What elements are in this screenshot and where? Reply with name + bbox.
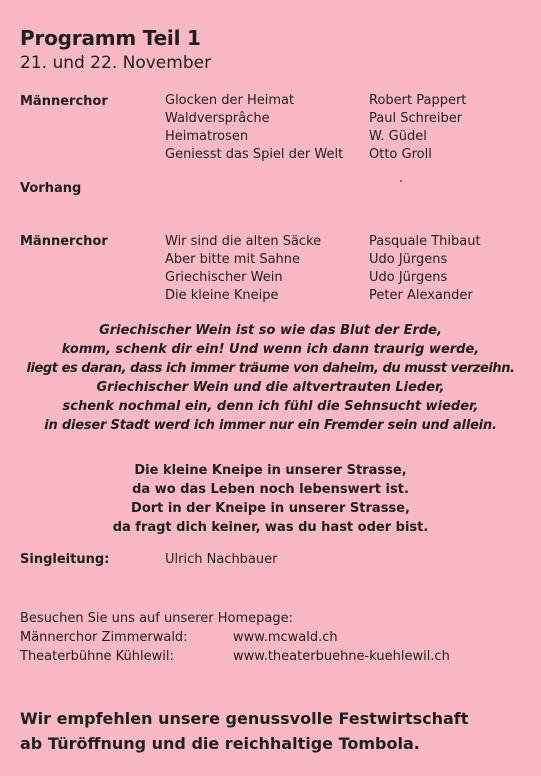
lyric-line: Griechischer Wein und die altvertrauten Lieder, <box>96 380 445 395</box>
dot-mark <box>400 180 402 182</box>
homepage-link[interactable]: www.mcwald.ch <box>233 630 338 645</box>
lyrics-griechischer-wein <box>0 321 541 435</box>
song-item: Wir sind die alten Säcke <box>165 234 322 249</box>
lyric-line: in dieser Stadt werd ich immer nur ein Fremder sein und allein. <box>44 418 497 433</box>
song-item: Heimatrosen <box>165 129 249 144</box>
homepage-section <box>20 609 450 666</box>
footer-line: Wir empfehlen unsere genussvolle Festwirtschaft <box>20 709 469 728</box>
footer-recommendation <box>20 706 468 756</box>
homepage-row <box>20 628 450 647</box>
singleitung-label: Singleitung: <box>20 552 110 567</box>
lyric-line: schenk nochmal ein, denn ich fühl die Sehnsucht wieder, <box>62 399 479 414</box>
song-item: Waldversprâche <box>165 111 270 126</box>
composer-item: Otto Groll <box>369 147 432 162</box>
homepage-org-name: Männerchor Zimmerwald: <box>20 630 188 645</box>
composer-item: Pasquale Thibaut <box>369 234 481 249</box>
lyric-line: liegt es daran, dass ich immer träume von daheim, du musst verzeihn. <box>26 361 515 376</box>
song-item: Glocken der Heimat <box>165 93 295 108</box>
program-date: 21. und 22. November <box>20 53 212 73</box>
composer-item: W. Güdel <box>369 129 427 144</box>
song-item: Aber bitte mit Sahne <box>165 252 301 267</box>
homepage-intro: Besuchen Sie uns auf unserer Homepage: <box>20 611 293 626</box>
singleitung-name: Ulrich Nachbauer <box>165 552 278 567</box>
song-item: Geniesst das Spiel der Welt <box>165 147 344 162</box>
song-item: Die kleine Kneipe <box>165 288 279 303</box>
composer-item: Peter Alexander <box>369 288 473 303</box>
footer-line: ab Türöffnung und die reichhaltige Tombola. <box>20 734 420 753</box>
program-title: Programm Teil 1 <box>20 26 201 50</box>
lyric-line: Dort in der Kneipe in unserer Strasse, <box>131 501 410 516</box>
homepage-row <box>20 647 450 666</box>
lyric-line: Griechischer Wein ist so wie das Blut der Erde, <box>99 323 442 338</box>
composer-item: Paul Schreiber <box>369 111 463 126</box>
section-label-maennerchor-1: Männerchor <box>20 94 108 109</box>
section-label-maennerchor-2: Männerchor <box>20 234 108 249</box>
lyric-line: da fragt dich keiner, was du hast oder bist. <box>112 520 429 535</box>
composer-item: Udo Jürgens <box>369 252 448 267</box>
homepage-org-name: Theaterbühne Kühlewil: <box>20 649 174 664</box>
section-label-vorhang: Vorhang <box>20 181 82 196</box>
composer-item: Robert Pappert <box>369 93 467 108</box>
composer-list-1 <box>369 92 466 164</box>
lyric-line: komm, schenk dir ein! Und wenn ich dann traurig werde, <box>61 342 480 357</box>
composer-item: Udo Jürgens <box>369 270 448 285</box>
song-list-1 <box>165 92 343 164</box>
song-item: Griechischer Wein <box>165 270 283 285</box>
lyrics-kleine-kneipe <box>0 461 541 537</box>
homepage-link[interactable]: www.theaterbuehne-kuehlewil.ch <box>233 649 450 664</box>
composer-list-2 <box>369 233 481 305</box>
song-list-2 <box>165 233 321 305</box>
lyric-line: da wo das Leben noch lebenswert ist. <box>132 482 409 497</box>
lyric-line: Die kleine Kneipe in unserer Strasse, <box>134 463 407 478</box>
